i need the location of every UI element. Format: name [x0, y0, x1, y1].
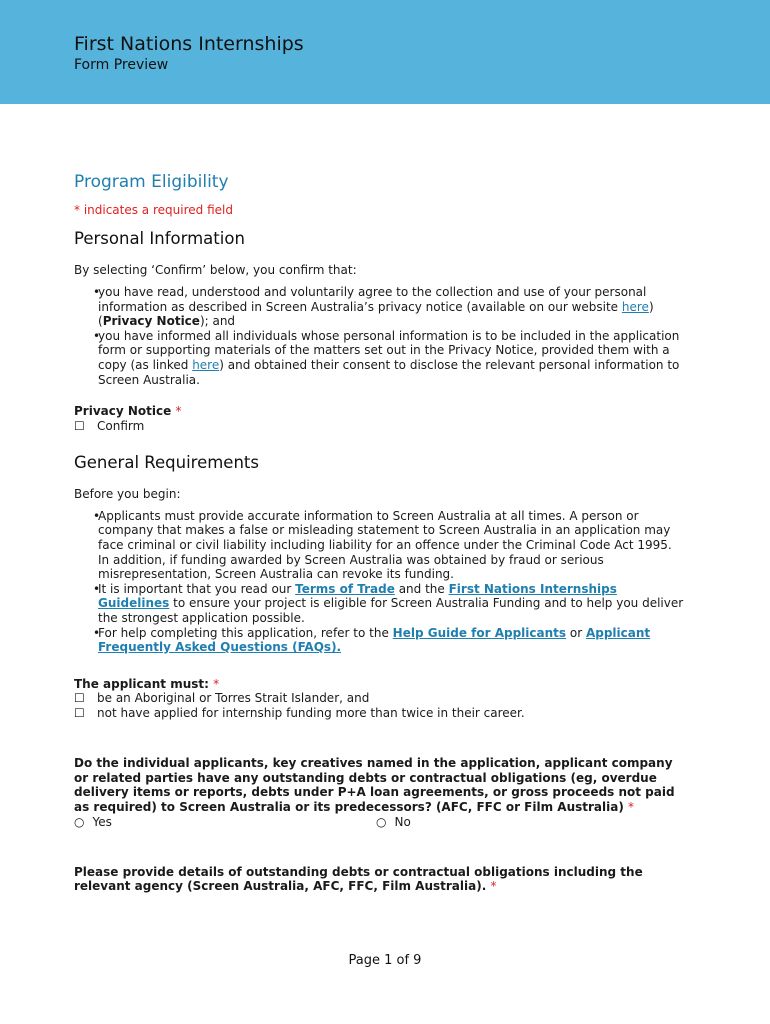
general-bullet-1: • Applicants must provide accurate information to Screen Australia at all times. A person or company that makes a false or misleading statement to Screen Australia in an application may face criminal or civil liability including liability for an offence under the Criminal Code Act 1995. In addition, if funding awarded by Screen Australia was obtained by fraud or serious misrepresentation, Screen Australia can revoke its funding. [74, 509, 684, 582]
outstanding-debts-question: Do the individual applicants, key creatives named in the application, applicant company or related parties have any outstanding debts or contractual obligations (eg, overdue delivery items or reports, debts under P+A loan agreements, or gross proceeds not paid as required) to Screen Australia or its predecessors? (AFC, FFC or Film Australia) * [74, 756, 675, 815]
privacy-bullets [74, 285, 684, 387]
required-field-note: * indicates a required field [74, 203, 233, 217]
applicant-checkbox-1[interactable]: ☐ [74, 691, 85, 706]
privacy-notice-link-2[interactable]: here [192, 357, 220, 372]
applicant-option-1[interactable] [74, 691, 684, 706]
required-star: * [213, 676, 220, 691]
debts-no-radio[interactable]: ○ [376, 814, 387, 829]
debt-details-question: Please provide details of outstanding debts or contractual obligations including the relevant agency (Screen Australia, AFC, FFC, Film Australia). * [74, 864, 643, 894]
personal-information-heading: Personal Information [74, 229, 245, 248]
applicant-option-2-label: not have applied for internship funding more than twice in their career. [97, 706, 525, 721]
applicant-must-label: The applicant must: * [74, 676, 220, 691]
applicant-option-2[interactable] [74, 706, 684, 721]
confirm-checkbox-option[interactable] [74, 419, 684, 434]
form-content [74, 170, 684, 894]
privacy-bullet-1: • you have read, understood and voluntarily agree to the collection and use of your personal information as described in Screen Australia’s privacy notice (available on our website here) (Privacy Notice); and [74, 285, 684, 329]
personal-intro: By selecting ‘Confirm’ below, you confirm that: [74, 263, 357, 277]
confirm-checkbox[interactable]: ☐ [74, 418, 85, 433]
required-star: * [175, 404, 182, 419]
required-star: * [490, 879, 497, 894]
form-subtitle: Form Preview [74, 57, 169, 73]
debts-yes-option[interactable] [74, 815, 376, 830]
section-title: Program Eligibility [74, 172, 229, 192]
general-intro: Before you begin: [74, 486, 181, 501]
help-guide-link[interactable]: Help Guide for Applicants [392, 625, 567, 640]
debts-radio-group [74, 815, 684, 830]
required-star: * [628, 800, 635, 815]
privacy-bullet-2: • you have informed all individuals whose personal information is to be included in the application form or supporting materials of the matters set out in the Privacy Notice, provided them with a copy (as linked here) and obtained their consent to disclose the relevant personal information to Screen Australia. [74, 329, 684, 387]
debts-no-option[interactable] [376, 815, 411, 830]
faq-link[interactable]: Applicant Frequently Asked Questions (FAQs). [98, 625, 651, 655]
header-banner [0, 0, 770, 104]
terms-of-trade-link[interactable]: Terms of Trade [295, 581, 395, 596]
general-bullet-2: • It is important that you read our Terms of Trade and the First Nations Internships Guidelines to ensure your project is eligible for Screen Australia Funding and to help you deliver the strongest application possible. [74, 582, 684, 626]
debts-no-label: No [394, 814, 411, 829]
privacy-notice-link-1[interactable]: here [621, 299, 649, 314]
confirm-label: Confirm [97, 418, 145, 433]
applicant-option-1-label: be an Aboriginal or Torres Strait Islander, and [97, 691, 370, 706]
debts-yes-label: Yes [92, 814, 112, 829]
page-indicator: Page 1 of 9 [348, 953, 422, 968]
general-requirements-heading: General Requirements [74, 452, 259, 472]
general-bullet-3: • For help completing this application, refer to the Help Guide for Applicants or Applicant Frequently Asked Questions (FAQs). [74, 626, 684, 655]
guidelines-link[interactable]: First Nations Internships Guidelines [98, 581, 617, 611]
general-bullets [74, 509, 684, 655]
privacy-notice-label: Privacy Notice * [74, 404, 182, 419]
debts-yes-radio[interactable]: ○ [74, 814, 85, 829]
applicant-checkbox-2[interactable]: ☐ [74, 706, 85, 721]
form-title: First Nations Internships [74, 33, 304, 55]
